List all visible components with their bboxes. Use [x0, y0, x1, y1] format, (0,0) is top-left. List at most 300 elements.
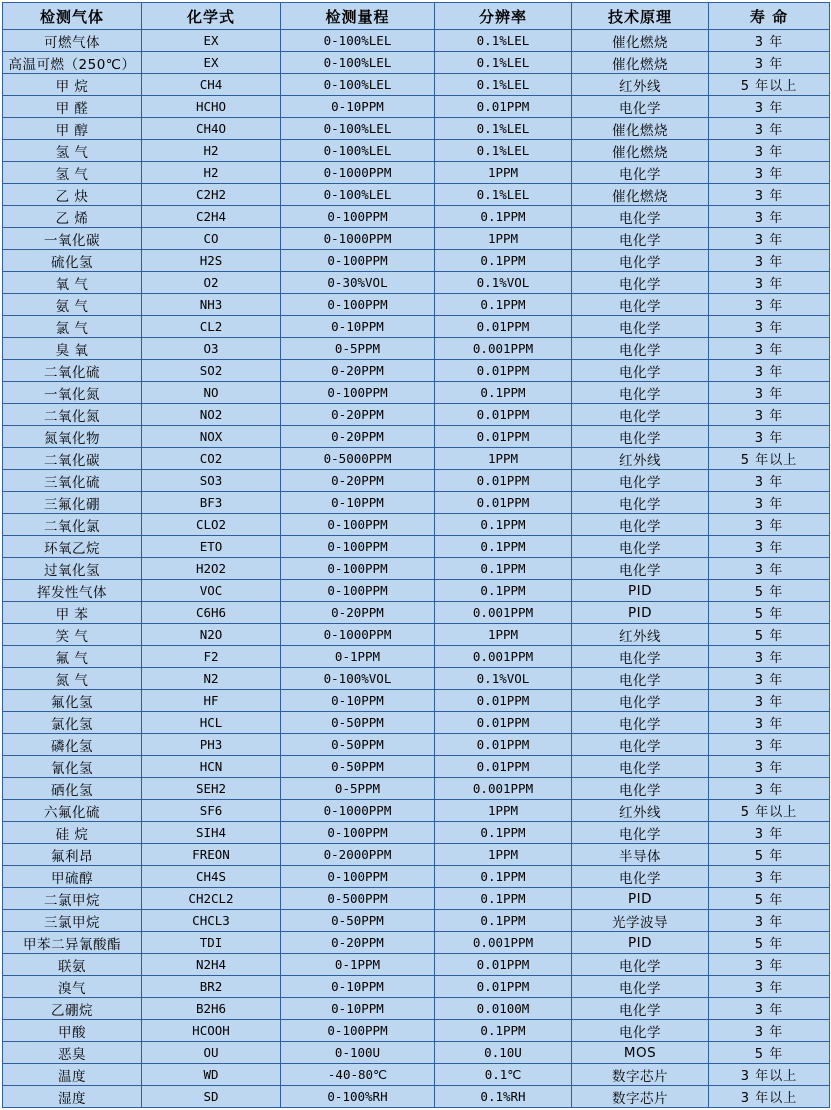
cell-principle: 电化学: [572, 426, 709, 448]
cell-resolution: 0.1%RH: [435, 1086, 572, 1108]
cell-range: 0-100%LEL: [281, 74, 435, 96]
cell-formula: CH4S: [142, 866, 281, 888]
cell-range: 0-100PPM: [281, 558, 435, 580]
cell-resolution: 0.01PPM: [435, 954, 572, 976]
cell-principle: 红外线: [572, 74, 709, 96]
cell-lifetime: 3 年: [709, 206, 830, 228]
column-header-resolution: 分辨率: [435, 3, 572, 30]
cell-resolution: 0.1%LEL: [435, 52, 572, 74]
table-row: [3, 118, 830, 140]
cell-lifetime: 3 年: [709, 690, 830, 712]
cell-formula: H2S: [142, 250, 281, 272]
cell-principle: 电化学: [572, 976, 709, 998]
table-row: [3, 514, 830, 536]
cell-range: 0-1000PPM: [281, 624, 435, 646]
cell-lifetime: 3 年: [709, 162, 830, 184]
cell-range: 0-1PPM: [281, 646, 435, 668]
cell-lifetime: 3 年: [709, 272, 830, 294]
cell-principle: 电化学: [572, 206, 709, 228]
cell-lifetime: 3 年: [709, 250, 830, 272]
cell-gas: 臭 氧: [3, 338, 142, 360]
cell-principle: 数字芯片: [572, 1086, 709, 1108]
cell-resolution: 0.0100M: [435, 998, 572, 1020]
cell-formula: SO3: [142, 470, 281, 492]
table-row: [3, 712, 830, 734]
cell-range: 0-1000PPM: [281, 800, 435, 822]
cell-principle: 红外线: [572, 448, 709, 470]
cell-gas: 氮 气: [3, 668, 142, 690]
cell-principle: 电化学: [572, 1020, 709, 1042]
cell-lifetime: 3 年: [709, 96, 830, 118]
table-row: [3, 646, 830, 668]
cell-lifetime: 3 年: [709, 140, 830, 162]
cell-range: -40-80℃: [281, 1064, 435, 1086]
cell-range: 0-1000PPM: [281, 228, 435, 250]
cell-formula: EX: [142, 52, 281, 74]
cell-lifetime: 5 年: [709, 888, 830, 910]
table-row: [3, 800, 830, 822]
cell-resolution: 0.1%LEL: [435, 118, 572, 140]
cell-range: 0-2000PPM: [281, 844, 435, 866]
cell-principle: 电化学: [572, 756, 709, 778]
cell-gas: 甲 醇: [3, 118, 142, 140]
cell-lifetime: 3 年: [709, 492, 830, 514]
table-row: [3, 294, 830, 316]
cell-range: 0-10PPM: [281, 690, 435, 712]
cell-gas: 溴气: [3, 976, 142, 998]
table-row: [3, 778, 830, 800]
cell-formula: CL2: [142, 316, 281, 338]
cell-resolution: 0.10U: [435, 1042, 572, 1064]
cell-range: 0-20PPM: [281, 426, 435, 448]
cell-principle: 电化学: [572, 382, 709, 404]
cell-range: 0-30%VOL: [281, 272, 435, 294]
column-header-lifetime: 寿 命: [709, 3, 830, 30]
cell-principle: 电化学: [572, 272, 709, 294]
cell-lifetime: 3 年: [709, 52, 830, 74]
cell-lifetime: 3 年: [709, 822, 830, 844]
cell-principle: 电化学: [572, 998, 709, 1020]
table-row: [3, 624, 830, 646]
column-header-formula: 化学式: [142, 3, 281, 30]
cell-lifetime: 3 年以上: [709, 1064, 830, 1086]
cell-resolution: 0.1%LEL: [435, 184, 572, 206]
cell-gas: 乙 炔: [3, 184, 142, 206]
cell-formula: HCHO: [142, 96, 281, 118]
cell-range: 0-10PPM: [281, 96, 435, 118]
cell-principle: 电化学: [572, 668, 709, 690]
cell-resolution: 0.1PPM: [435, 514, 572, 536]
cell-formula: SF6: [142, 800, 281, 822]
cell-range: 0-100PPM: [281, 514, 435, 536]
cell-gas: 一氧化氮: [3, 382, 142, 404]
table-row: [3, 316, 830, 338]
header-row: [3, 3, 830, 30]
cell-range: 0-100U: [281, 1042, 435, 1064]
cell-gas: 乙硼烷: [3, 998, 142, 1020]
cell-lifetime: 3 年: [709, 536, 830, 558]
cell-formula: H2: [142, 140, 281, 162]
cell-principle: 催化燃烧: [572, 30, 709, 52]
cell-resolution: 0.01PPM: [435, 360, 572, 382]
cell-principle: 电化学: [572, 866, 709, 888]
cell-gas: 甲 烷: [3, 74, 142, 96]
cell-resolution: 0.1PPM: [435, 1020, 572, 1042]
cell-resolution: 0.001PPM: [435, 338, 572, 360]
cell-range: 0-10PPM: [281, 316, 435, 338]
gas-sensor-table: [2, 2, 830, 1108]
cell-gas: 可燃气体: [3, 30, 142, 52]
cell-gas: 硒化氢: [3, 778, 142, 800]
cell-lifetime: 5 年: [709, 1042, 830, 1064]
cell-principle: 电化学: [572, 470, 709, 492]
cell-principle: 电化学: [572, 294, 709, 316]
cell-resolution: 0.01PPM: [435, 470, 572, 492]
cell-range: 0-100%LEL: [281, 118, 435, 140]
table-row: [3, 668, 830, 690]
cell-range: 0-100%LEL: [281, 30, 435, 52]
cell-gas: 环氧乙烷: [3, 536, 142, 558]
cell-resolution: 0.01PPM: [435, 712, 572, 734]
cell-gas: 硅 烷: [3, 822, 142, 844]
cell-gas: 二氧化碳: [3, 448, 142, 470]
table-row: [3, 558, 830, 580]
cell-formula: CO: [142, 228, 281, 250]
cell-principle: 电化学: [572, 558, 709, 580]
cell-principle: 电化学: [572, 822, 709, 844]
cell-resolution: 0.01PPM: [435, 426, 572, 448]
cell-range: 0-100PPM: [281, 382, 435, 404]
cell-formula: F2: [142, 646, 281, 668]
cell-range: 0-100PPM: [281, 822, 435, 844]
cell-principle: 电化学: [572, 228, 709, 250]
cell-lifetime: 3 年: [709, 338, 830, 360]
cell-lifetime: 3 年: [709, 668, 830, 690]
cell-principle: 电化学: [572, 404, 709, 426]
cell-lifetime: 3 年: [709, 228, 830, 250]
cell-lifetime: 3 年: [709, 426, 830, 448]
cell-gas: 氧 气: [3, 272, 142, 294]
table-row: [3, 74, 830, 96]
cell-range: 0-50PPM: [281, 734, 435, 756]
cell-formula: N2H4: [142, 954, 281, 976]
cell-resolution: 0.1PPM: [435, 822, 572, 844]
cell-resolution: 0.001PPM: [435, 646, 572, 668]
cell-gas: 氟 气: [3, 646, 142, 668]
cell-resolution: 0.1PPM: [435, 382, 572, 404]
cell-formula: PH3: [142, 734, 281, 756]
cell-resolution: 0.1PPM: [435, 866, 572, 888]
cell-gas: 氨 气: [3, 294, 142, 316]
cell-gas: 三氯甲烷: [3, 910, 142, 932]
cell-formula: NO2: [142, 404, 281, 426]
cell-lifetime: 3 年: [709, 712, 830, 734]
cell-formula: ETO: [142, 536, 281, 558]
cell-range: 0-20PPM: [281, 932, 435, 954]
table-row: [3, 426, 830, 448]
cell-lifetime: 3 年: [709, 734, 830, 756]
cell-gas: 氯 气: [3, 316, 142, 338]
cell-lifetime: 5 年: [709, 580, 830, 602]
table-row: [3, 536, 830, 558]
cell-principle: 数字芯片: [572, 1064, 709, 1086]
cell-formula: TDI: [142, 932, 281, 954]
cell-resolution: 0.1℃: [435, 1064, 572, 1086]
table-row: [3, 250, 830, 272]
cell-range: 0-100PPM: [281, 536, 435, 558]
cell-gas: 氟化氢: [3, 690, 142, 712]
cell-formula: EX: [142, 30, 281, 52]
table-row: [3, 338, 830, 360]
cell-principle: 电化学: [572, 492, 709, 514]
cell-range: 0-100%LEL: [281, 140, 435, 162]
cell-lifetime: 3 年: [709, 866, 830, 888]
column-header-range: 检测量程: [281, 3, 435, 30]
cell-resolution: 1PPM: [435, 448, 572, 470]
cell-gas: 湿度: [3, 1086, 142, 1108]
cell-resolution: 0.001PPM: [435, 602, 572, 624]
cell-lifetime: 5 年: [709, 932, 830, 954]
cell-formula: SD: [142, 1086, 281, 1108]
cell-resolution: 0.1PPM: [435, 580, 572, 602]
cell-range: 0-5PPM: [281, 778, 435, 800]
cell-principle: 电化学: [572, 96, 709, 118]
cell-gas: 挥发性气体: [3, 580, 142, 602]
table-row: [3, 162, 830, 184]
table-row: [3, 580, 830, 602]
cell-formula: NH3: [142, 294, 281, 316]
table-row: [3, 184, 830, 206]
cell-formula: O3: [142, 338, 281, 360]
cell-gas: 硫化氢: [3, 250, 142, 272]
cell-lifetime: 3 年: [709, 404, 830, 426]
cell-lifetime: 3 年: [709, 976, 830, 998]
cell-principle: 红外线: [572, 800, 709, 822]
table-row: [3, 470, 830, 492]
table-row: [3, 382, 830, 404]
cell-lifetime: 3 年: [709, 998, 830, 1020]
cell-resolution: 0.1PPM: [435, 536, 572, 558]
cell-resolution: 0.1PPM: [435, 910, 572, 932]
cell-resolution: 1PPM: [435, 844, 572, 866]
cell-gas: 甲苯二异氰酸酯: [3, 932, 142, 954]
cell-range: 0-5000PPM: [281, 448, 435, 470]
table-row: [3, 1020, 830, 1042]
table-row: [3, 52, 830, 74]
cell-lifetime: 3 年: [709, 184, 830, 206]
cell-formula: CHCL3: [142, 910, 281, 932]
cell-resolution: 1PPM: [435, 624, 572, 646]
cell-lifetime: 3 年: [709, 778, 830, 800]
cell-principle: 电化学: [572, 514, 709, 536]
cell-resolution: 0.1%VOL: [435, 668, 572, 690]
cell-gas: 恶臭: [3, 1042, 142, 1064]
table-row: [3, 954, 830, 976]
cell-resolution: 0.1PPM: [435, 294, 572, 316]
cell-gas: 氮氧化物: [3, 426, 142, 448]
cell-gas: 氢 气: [3, 140, 142, 162]
cell-formula: HF: [142, 690, 281, 712]
cell-principle: 催化燃烧: [572, 118, 709, 140]
cell-range: 0-1000PPM: [281, 162, 435, 184]
cell-resolution: 0.01PPM: [435, 690, 572, 712]
cell-lifetime: 5 年: [709, 844, 830, 866]
cell-resolution: 0.01PPM: [435, 404, 572, 426]
table-row: [3, 1086, 830, 1108]
cell-range: 0-50PPM: [281, 712, 435, 734]
cell-gas: 磷化氢: [3, 734, 142, 756]
cell-range: 0-100%LEL: [281, 184, 435, 206]
cell-range: 0-50PPM: [281, 756, 435, 778]
cell-lifetime: 3 年: [709, 646, 830, 668]
cell-resolution: 1PPM: [435, 228, 572, 250]
table-row: [3, 888, 830, 910]
cell-resolution: 1PPM: [435, 162, 572, 184]
cell-principle: PID: [572, 888, 709, 910]
cell-lifetime: 3 年: [709, 756, 830, 778]
cell-gas: 高温可燃（250℃）: [3, 52, 142, 74]
cell-formula: BF3: [142, 492, 281, 514]
cell-lifetime: 3 年以上: [709, 1086, 830, 1108]
cell-resolution: 0.01PPM: [435, 492, 572, 514]
table-row: [3, 844, 830, 866]
column-header-principle: 技术原理: [572, 3, 709, 30]
table-row: [3, 404, 830, 426]
cell-lifetime: 3 年: [709, 514, 830, 536]
cell-principle: 电化学: [572, 162, 709, 184]
cell-gas: 甲 醛: [3, 96, 142, 118]
cell-resolution: 0.1PPM: [435, 250, 572, 272]
cell-principle: 电化学: [572, 338, 709, 360]
cell-resolution: 0.1PPM: [435, 888, 572, 910]
cell-range: 0-100PPM: [281, 294, 435, 316]
cell-principle: MOS: [572, 1042, 709, 1064]
cell-gas: 氯化氢: [3, 712, 142, 734]
cell-gas: 三氟化硼: [3, 492, 142, 514]
cell-formula: CH2CL2: [142, 888, 281, 910]
cell-principle: 电化学: [572, 360, 709, 382]
cell-gas: 二氯甲烷: [3, 888, 142, 910]
cell-lifetime: 5 年以上: [709, 448, 830, 470]
cell-lifetime: 3 年: [709, 118, 830, 140]
cell-lifetime: 5 年以上: [709, 800, 830, 822]
cell-range: 0-100PPM: [281, 866, 435, 888]
cell-gas: 甲酸: [3, 1020, 142, 1042]
cell-principle: 红外线: [572, 624, 709, 646]
table-header: [3, 3, 830, 30]
table-body: [3, 30, 830, 1108]
cell-principle: PID: [572, 602, 709, 624]
cell-range: 0-10PPM: [281, 976, 435, 998]
cell-lifetime: 5 年: [709, 624, 830, 646]
cell-range: 0-50PPM: [281, 910, 435, 932]
cell-principle: PID: [572, 932, 709, 954]
cell-range: 0-100PPM: [281, 1020, 435, 1042]
cell-resolution: 0.1%LEL: [435, 140, 572, 162]
cell-formula: N2O: [142, 624, 281, 646]
cell-formula: SO2: [142, 360, 281, 382]
table-row: [3, 998, 830, 1020]
cell-principle: 催化燃烧: [572, 140, 709, 162]
cell-range: 0-100%LEL: [281, 52, 435, 74]
table-row: [3, 866, 830, 888]
cell-formula: HCN: [142, 756, 281, 778]
cell-principle: 电化学: [572, 734, 709, 756]
cell-formula: B2H6: [142, 998, 281, 1020]
table-row: [3, 910, 830, 932]
cell-gas: 温度: [3, 1064, 142, 1086]
cell-range: 0-100PPM: [281, 580, 435, 602]
cell-range: 0-10PPM: [281, 492, 435, 514]
cell-principle: 半导体: [572, 844, 709, 866]
cell-lifetime: 3 年: [709, 470, 830, 492]
cell-principle: 催化燃烧: [572, 184, 709, 206]
cell-gas: 三氧化硫: [3, 470, 142, 492]
cell-range: 0-10PPM: [281, 998, 435, 1020]
cell-principle: 电化学: [572, 316, 709, 338]
cell-lifetime: 3 年: [709, 360, 830, 382]
cell-lifetime: 3 年: [709, 910, 830, 932]
table-row: [3, 756, 830, 778]
cell-formula: C2H4: [142, 206, 281, 228]
cell-lifetime: 3 年: [709, 294, 830, 316]
cell-formula: O2: [142, 272, 281, 294]
cell-resolution: 0.1PPM: [435, 558, 572, 580]
cell-lifetime: 3 年: [709, 558, 830, 580]
cell-range: 0-100%RH: [281, 1086, 435, 1108]
cell-lifetime: 3 年: [709, 382, 830, 404]
cell-resolution: 0.1%LEL: [435, 74, 572, 96]
table-row: [3, 492, 830, 514]
cell-formula: CLO2: [142, 514, 281, 536]
cell-range: 0-100%VOL: [281, 668, 435, 690]
cell-resolution: 0.001PPM: [435, 778, 572, 800]
cell-gas: 联氨: [3, 954, 142, 976]
cell-formula: H2: [142, 162, 281, 184]
cell-gas: 过氧化氢: [3, 558, 142, 580]
cell-gas: 六氟化硫: [3, 800, 142, 822]
table-row: [3, 272, 830, 294]
cell-range: 0-20PPM: [281, 360, 435, 382]
table-row: [3, 206, 830, 228]
cell-formula: SIH4: [142, 822, 281, 844]
cell-resolution: 0.1%LEL: [435, 30, 572, 52]
table-row: [3, 448, 830, 470]
cell-range: 0-1PPM: [281, 954, 435, 976]
cell-formula: NOX: [142, 426, 281, 448]
cell-range: 0-500PPM: [281, 888, 435, 910]
cell-formula: N2: [142, 668, 281, 690]
cell-range: 0-5PPM: [281, 338, 435, 360]
cell-principle: 电化学: [572, 690, 709, 712]
cell-formula: SEH2: [142, 778, 281, 800]
cell-principle: 电化学: [572, 712, 709, 734]
cell-formula: CH4O: [142, 118, 281, 140]
cell-principle: 电化学: [572, 778, 709, 800]
cell-range: 0-100PPM: [281, 250, 435, 272]
cell-gas: 甲硫醇: [3, 866, 142, 888]
cell-formula: WD: [142, 1064, 281, 1086]
cell-lifetime: 3 年: [709, 954, 830, 976]
cell-principle: PID: [572, 580, 709, 602]
cell-principle: 电化学: [572, 646, 709, 668]
table-row: [3, 360, 830, 382]
cell-gas: 二氧化硫: [3, 360, 142, 382]
cell-formula: C6H6: [142, 602, 281, 624]
cell-range: 0-20PPM: [281, 470, 435, 492]
table-row: [3, 30, 830, 52]
cell-lifetime: 5 年: [709, 602, 830, 624]
